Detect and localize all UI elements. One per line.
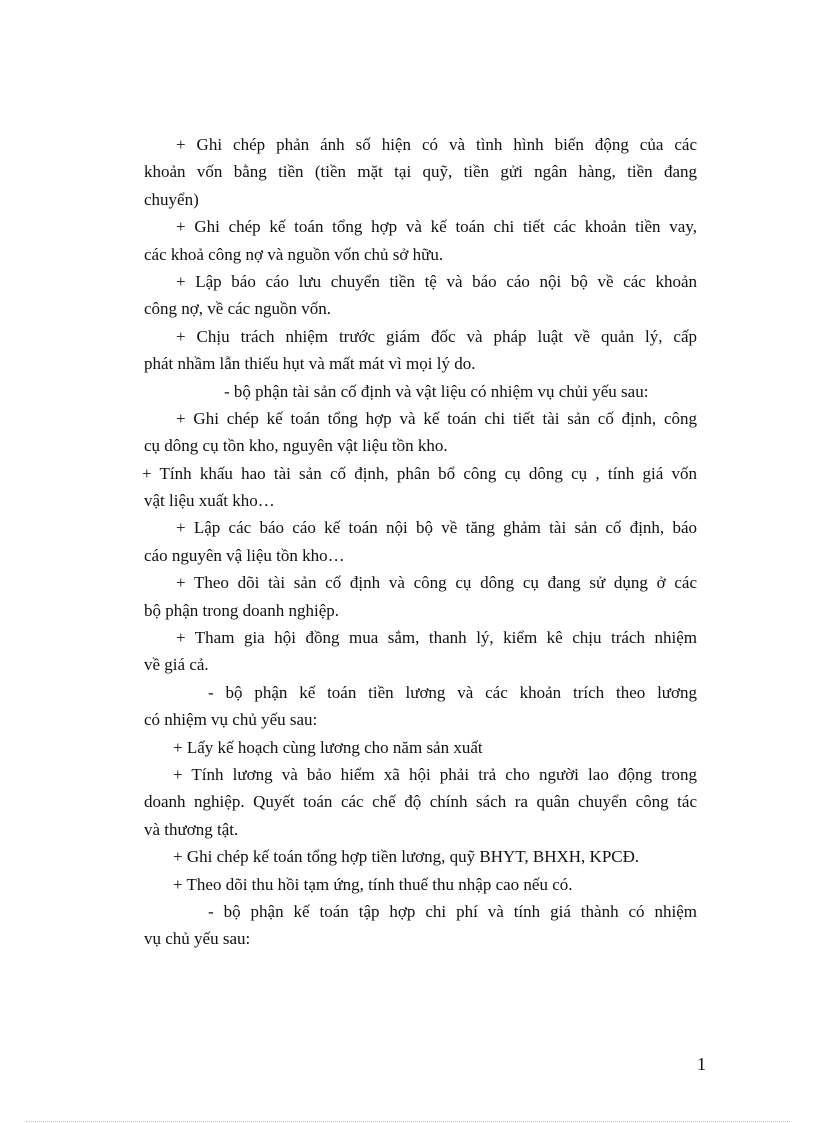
section-heading: - bộ phận tài sản cố định và vật liệu có nhiệm vụ chủi yếu sau:	[224, 381, 649, 401]
text-line: + Lập báo cáo lưu chuyển tiền tệ và báo cáo nội bộ về các khoản	[176, 271, 697, 291]
text-line: + Ghi chép kế toán tổng hợp và kế toán chi tiết tài sản cố định, công	[176, 408, 697, 428]
text-line: + Ghi chép kế toán tổng hợp tiền lương, quỹ BHYT, BHXH, KPCĐ.	[173, 847, 640, 867]
text-line: + Lập các báo cáo kế toán nội bộ về tăng ghảm tài sản cố định, báo	[176, 518, 697, 538]
text-line: và thương tật.	[144, 819, 239, 839]
text-line: vụ chủ yếu sau:	[144, 929, 251, 949]
text-line: vật liệu xuất kho…	[144, 491, 275, 511]
document-body	[144, 131, 697, 953]
page-bottom-divider	[26, 1121, 790, 1122]
text-line: + Lấy kế hoạch cùng lương cho năm sản xuất	[173, 737, 483, 757]
text-line: cụ dông cụ tồn kho, nguyên vật liệu tồn kho.	[144, 436, 448, 456]
text-line: + Ghi chép phản ánh số hiện có và tình hình biến động của các	[176, 135, 697, 154]
text-line: + Tham gia hội đồng mua sắm, thanh lý, kiểm kê chịu trách nhiệm	[176, 628, 697, 648]
section-heading: - bộ phận kế toán tập hợp chi phí và tính giá thành có nhiệm	[208, 901, 697, 921]
text-line: có nhiệm vụ chủ yếu sau:	[144, 710, 318, 730]
text-line: + Ghi chép kế toán tổng hợp và kế toán chi tiết các khoản tiền vay,	[176, 217, 697, 237]
text-line: công nợ, về các nguồn vốn.	[144, 299, 331, 319]
text-line: + Theo dõi thu hồi tạm ứng, tính thuế thu nhập cao nếu có.	[173, 874, 573, 894]
text-line: + Tính lương và bảo hiểm xã hội phải trả cho người lao động trong	[173, 764, 697, 784]
text-line: khoản vốn bằng tiền (tiền mặt tại quỹ, tiền gửi ngân hàng, tiền đang	[144, 162, 697, 182]
page-number: 1	[697, 1054, 706, 1074]
text-line: phát nhầm lẫn thiếu hụt và mất mát vì mọi lý do.	[144, 354, 476, 374]
text-line: về giá cả.	[144, 655, 209, 675]
section-heading: - bộ phận kế toán tiền lương và các khoản trích theo lương	[208, 682, 697, 702]
text-line: bộ phận trong doanh nghiệp.	[144, 600, 339, 620]
text-line: chuyển)	[144, 189, 199, 209]
text-line: + Tính khấu hao tài sản cố định, phân bổ công cụ dông cụ , tính giá vốn	[142, 463, 697, 483]
text-line: các khoả công nợ và nguồn vốn chủ sở hữu.	[144, 244, 444, 264]
text-line: + Chịu trách nhiệm trước giám đốc và pháp luật về quản lý, cấp	[176, 326, 697, 346]
text-line: doanh nghiệp. Quyết toán các chế độ chính sách ra quân chuyển công tác	[144, 792, 697, 812]
text-line: cáo nguyên vậ liệu tồn kho…	[144, 545, 345, 565]
text-line: + Theo dõi tài sản cố định và công cụ dông cụ đang sử dụng ở các	[176, 573, 697, 593]
